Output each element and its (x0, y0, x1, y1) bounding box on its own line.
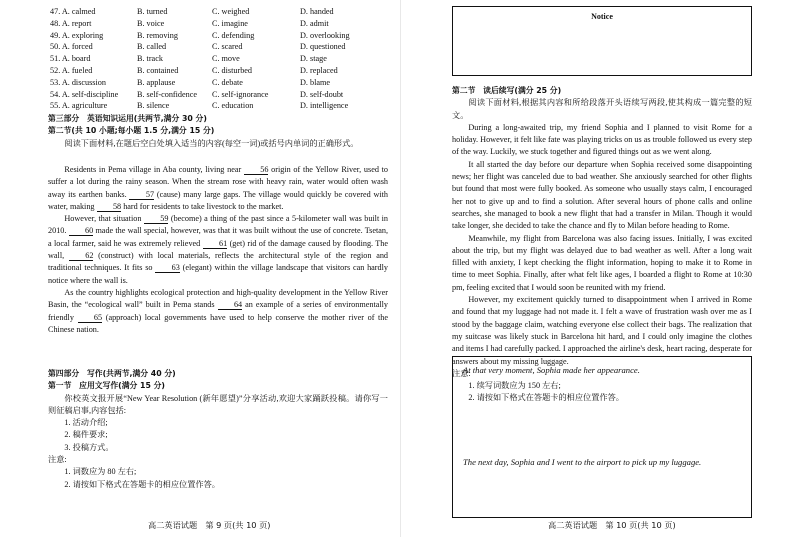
answer-opening-line-2: The next day, Sophia and I went to the airport to pick up my luggage. (463, 457, 702, 467)
option-cell: C. imagine (212, 18, 248, 28)
answer-opening-line-1: At that very moment, Sophia made her appearance. (463, 365, 640, 375)
notes-label: 注意: (452, 368, 471, 378)
passage-paragraph-3: As the country highlights ecological protection and high-quality development in the Yellow River Basin, the “ecological wall” built in Pema stands 64 an example of a series of environmentally friendly 65 (approach) local governments have used to help conserve the mother river of the Chinese nation. (48, 287, 389, 334)
option-cell: D. stage (300, 54, 327, 64)
options-table (50, 6, 380, 112)
part4-section1-heading: 第一节 应用文写作(满分 15 分) (48, 381, 165, 391)
note-2: 2. 请按如下格式在答题卡的相应位置作答。 (64, 479, 220, 489)
option-cell: D. admit (300, 18, 329, 28)
passage-paragraph-2: However, that situation 59 (become) a thing of the past since a 5-kilometer wall was built in 2010. 60 made the wall special, however, was that it was built without the use of concrete. Tsetan, a local farmer, said he was extremely relieved 61 (get) rid of the damage caused by flooding. The wall, 62 (construct) with local materials, reflects the architectural style of the region and traditional techniques. It fits so 63 (elegant) within the village landscape that visitors can hardly notice where the wall is. (48, 214, 389, 285)
option-cell: D. intelligence (300, 101, 349, 111)
part4-heading: 第四部分 写作(共两节,满分 40 分) (48, 369, 176, 378)
continuation-instruction: 阅读下面材料,根据其内容和所给段落开头语续写两段,使其构成一篇完整的短文。 (452, 98, 752, 120)
blank-60[interactable]: 60 (69, 226, 94, 236)
section2-heading: 第二节 读后续写(满分 25 分) (452, 86, 562, 95)
part3-instruction: 阅读下面材料,在题后空白处填入适当的内容(每空一词)或括号内单词的正确形式。 (64, 138, 359, 148)
story-paragraph-4: However, my excitement quickly turned to disappointment when I arrived in Rome and found that my luggage had not made it. I felt a wave of frustration wash over me as I stood by the baggage claim, watching everyone else collect their bags. The realization that my suitcase was likely stuck in Barcelona hit hard, and I could only imagine the clothes and items I had carefully packed. I approached the airline's desk, heart racing, desperate for answers about my missing luggage. (452, 295, 752, 366)
option-row (50, 6, 380, 18)
option-cell: B. removing (137, 30, 178, 40)
page-footer-10: 高二英语试题 第 10 页(共 10 页) (548, 520, 676, 530)
option-cell: D. self-doubt (300, 89, 344, 99)
option-row (50, 53, 380, 65)
option-row (50, 18, 380, 30)
option-cell: 55. A. agriculture (50, 101, 108, 111)
writing-prompt: 你校英文报开展“New Year Resolution (新年愿望)”分享活动,欢迎大家踊跃投稿。请你写一则征稿启事,内容包括: (48, 393, 388, 415)
continuation-answer-box[interactable] (452, 356, 752, 518)
option-cell: C. disturbed (212, 65, 253, 75)
option-cell: C. self-ignorance (212, 89, 269, 99)
blank-56[interactable]: 56 (244, 165, 269, 175)
option-cell: B. silence (137, 101, 170, 111)
option-cell: D. replaced (300, 65, 338, 75)
part3-section2-heading: 第二节(共 10 小题;每小题 1.5 分,满分 15 分) (48, 126, 215, 136)
blank-59[interactable]: 59 (144, 214, 169, 224)
option-row (50, 100, 380, 112)
option-cell: C. defending (212, 30, 255, 40)
option-row (50, 41, 380, 53)
option-cell: 53. A. discussion (50, 77, 106, 87)
option-cell: C. scared (212, 42, 243, 52)
grammar-passage (48, 164, 388, 336)
part3-heading: 第三部分 英语知识运用(共两节,满分 30 分) (48, 114, 207, 123)
blank-62[interactable]: 62 (69, 251, 94, 261)
option-cell: C. debate (212, 77, 243, 87)
note-1: 1. 续写词数应为 150 左右; (468, 381, 561, 391)
option-row (50, 77, 380, 89)
option-cell: B. self-confidence (137, 89, 198, 99)
blank-64[interactable]: 64 (218, 300, 243, 310)
blank-61[interactable]: 61 (203, 239, 228, 249)
option-cell: 48. A. report (50, 18, 92, 28)
passage-paragraph-1: Residents in Pema village in Aba county, living near 56 origin of the Yellow River, used to suffer a lot during the rainy season. When the stream rose with heavy rain, water would often wash away its earthen banks. 57 (cause) many large gaps. The village would quickly be covered with water, making 58 hard for residents to take livestock to the market. (48, 165, 389, 211)
blank-58[interactable]: 58 (97, 202, 122, 212)
option-cell: B. applause (137, 77, 176, 87)
option-cell: 49. A. exploring (50, 30, 104, 40)
option-cell: 47. A. calmed (50, 7, 96, 16)
option-cell: B. contained (137, 65, 179, 75)
option-cell: D. overlooking (300, 30, 350, 40)
option-cell: C. education (212, 101, 254, 111)
option-cell: D. handed (300, 7, 334, 16)
writing-point-2: 2. 稿件要求; (64, 430, 108, 440)
option-row (50, 30, 380, 42)
notes-label: 注意: (48, 455, 67, 465)
part4-block (48, 368, 388, 491)
option-cell: 52. A. fueled (50, 65, 93, 75)
option-cell: 51. A. board (50, 54, 91, 64)
right-page (400, 0, 800, 537)
option-cell: B. voice (137, 18, 165, 28)
story-paragraph-2: It all started the day before our departure when Sophia received some disappointing news; her flight was canceled due to bad weather. She anxiously searched for other flights but found that most were fully booked. As someone who usually stays calm, I encouraged her not to give up and to find a solution. After several hours of phone calls and online searches, she managed to book a new flight that had a transfer in Milan. Though it would take longer, she decided to take the chance and fly to Milan before heading to Rome. (452, 159, 752, 231)
part3-block (48, 113, 388, 150)
story-paragraph-3: Meanwhile, my flight from Barcelona was also facing issues. Initially, I was excited about the trip, but my flight was delayed due to bad weather as well. After a long wait filled with anxiety, I kept checking the flight information, hoping to make it to Rome in time to meet Sophia. Finally, after what felt like ages, I boarded a flight to Rome at 10:30 pm, feeling excited that I would soon be reunited with my friend. (452, 233, 752, 292)
writing-point-1: 1. 活动介绍; (64, 418, 108, 428)
option-cell: D. questioned (300, 42, 346, 52)
blank-57[interactable]: 57 (129, 190, 154, 200)
blank-65[interactable]: 65 (78, 313, 103, 323)
notice-title: Notice (591, 12, 613, 21)
option-cell: B. turned (137, 7, 168, 16)
option-row (50, 89, 380, 101)
option-cell: C. move (212, 54, 240, 64)
option-row (50, 65, 380, 77)
option-cell: B. track (137, 54, 163, 64)
option-cell: 54. A. self-discipline (50, 89, 119, 99)
notice-answer-box[interactable] (452, 6, 752, 76)
option-cell: D. blame (300, 77, 331, 87)
note-1: 1. 词数应为 80 左右; (64, 467, 137, 477)
story-paragraph-1: During a long-awaited trip, my friend Sophia and I planned to visit Rome for a holiday. However, it felt like fate was playing tricks on us as trouble followed us every step of the way. Luckily, we stuck together and figured things out as we went along. (452, 122, 752, 157)
note-2: 2. 请按如下格式在答题卡的相应位置作答。 (468, 393, 624, 403)
option-cell: B. called (137, 42, 167, 52)
option-cell: C. weighed (212, 7, 250, 16)
option-cell: 50. A. forced (50, 42, 93, 52)
blank-63[interactable]: 63 (155, 263, 180, 273)
writing-point-3: 3. 投稿方式。 (64, 442, 114, 452)
page-footer-9: 高二英语试题 第 9 页(共 10 页) (148, 520, 271, 530)
